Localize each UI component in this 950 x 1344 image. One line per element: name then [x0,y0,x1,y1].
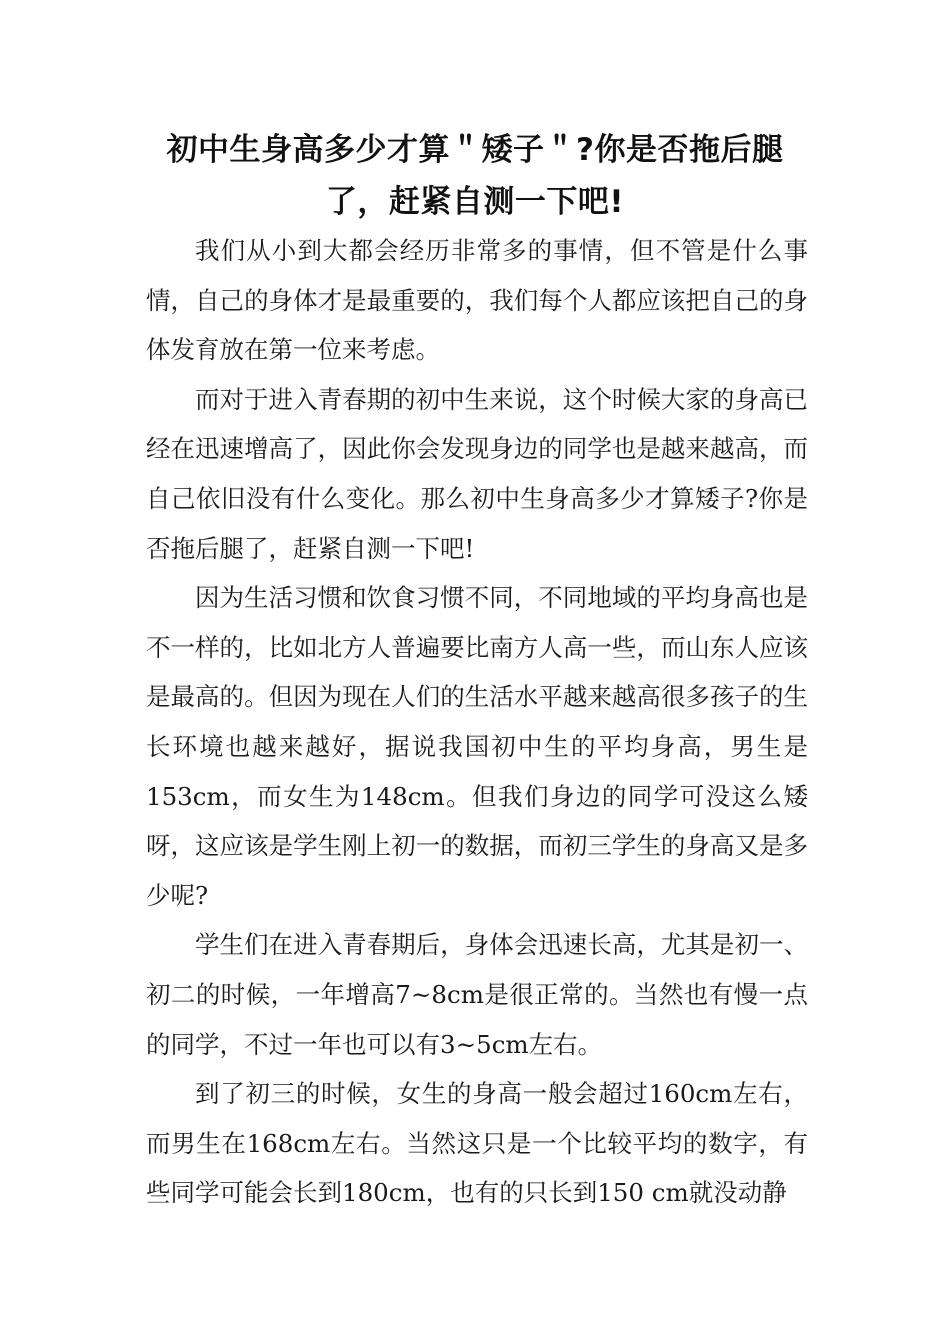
paragraph-2: 而对于进入青春期的初中生来说，这个时候大家的身高已经在迅速增高了，因此你会发现身边的同学也是越来越高，而自己依旧没有什么变化。那么初中生身高多少才算矮子?你是否拖后腿了，赶紧自测一下吧! [146,384,808,563]
document-body [146,226,808,1218]
paragraph-1: 我们从小到大都会经历非常多的事情，但不管是什么事情，自己的身体才是最重要的，我们每个人都应该把自己的身体发育放在第一位来考虑。 [146,236,808,365]
paragraph-3: 因为生活习惯和饮食习惯不同，不同地域的平均身高也是不一样的，比如北方人普遍要比南方人高一些，而山东人应该是最高的。但因为现在人们的生活水平越来越高很多孩子的生长环境也越来越好，据说我国初中生的平均身高，男生是153cm，而女生为148cm。但我们身边的同学可没这么矮呀，这应该是学生刚上初一的数据，而初三学生的身高又是多少呢? [146,583,808,910]
paragraph-5: 到了初三的时候，女生的身高一般会超过160cm左右，而男生在168cm左右。当然这只是一个比较平均的数字，有些同学可能会长到180cm，也有的只长到150 cm就没动静 [146,1079,808,1208]
document-title: 初中生身高多少才算＂矮子＂?你是否拖后腿了，赶紧自测一下吧! [166,132,784,220]
paragraph-4: 学生们在进入青春期后，身体会迅速长高，尤其是初一、初二的时候，一年增高7~8cm是很正常的。当然也有慢一点的同学，不过一年也可以有3~5cm左右。 [146,930,808,1059]
